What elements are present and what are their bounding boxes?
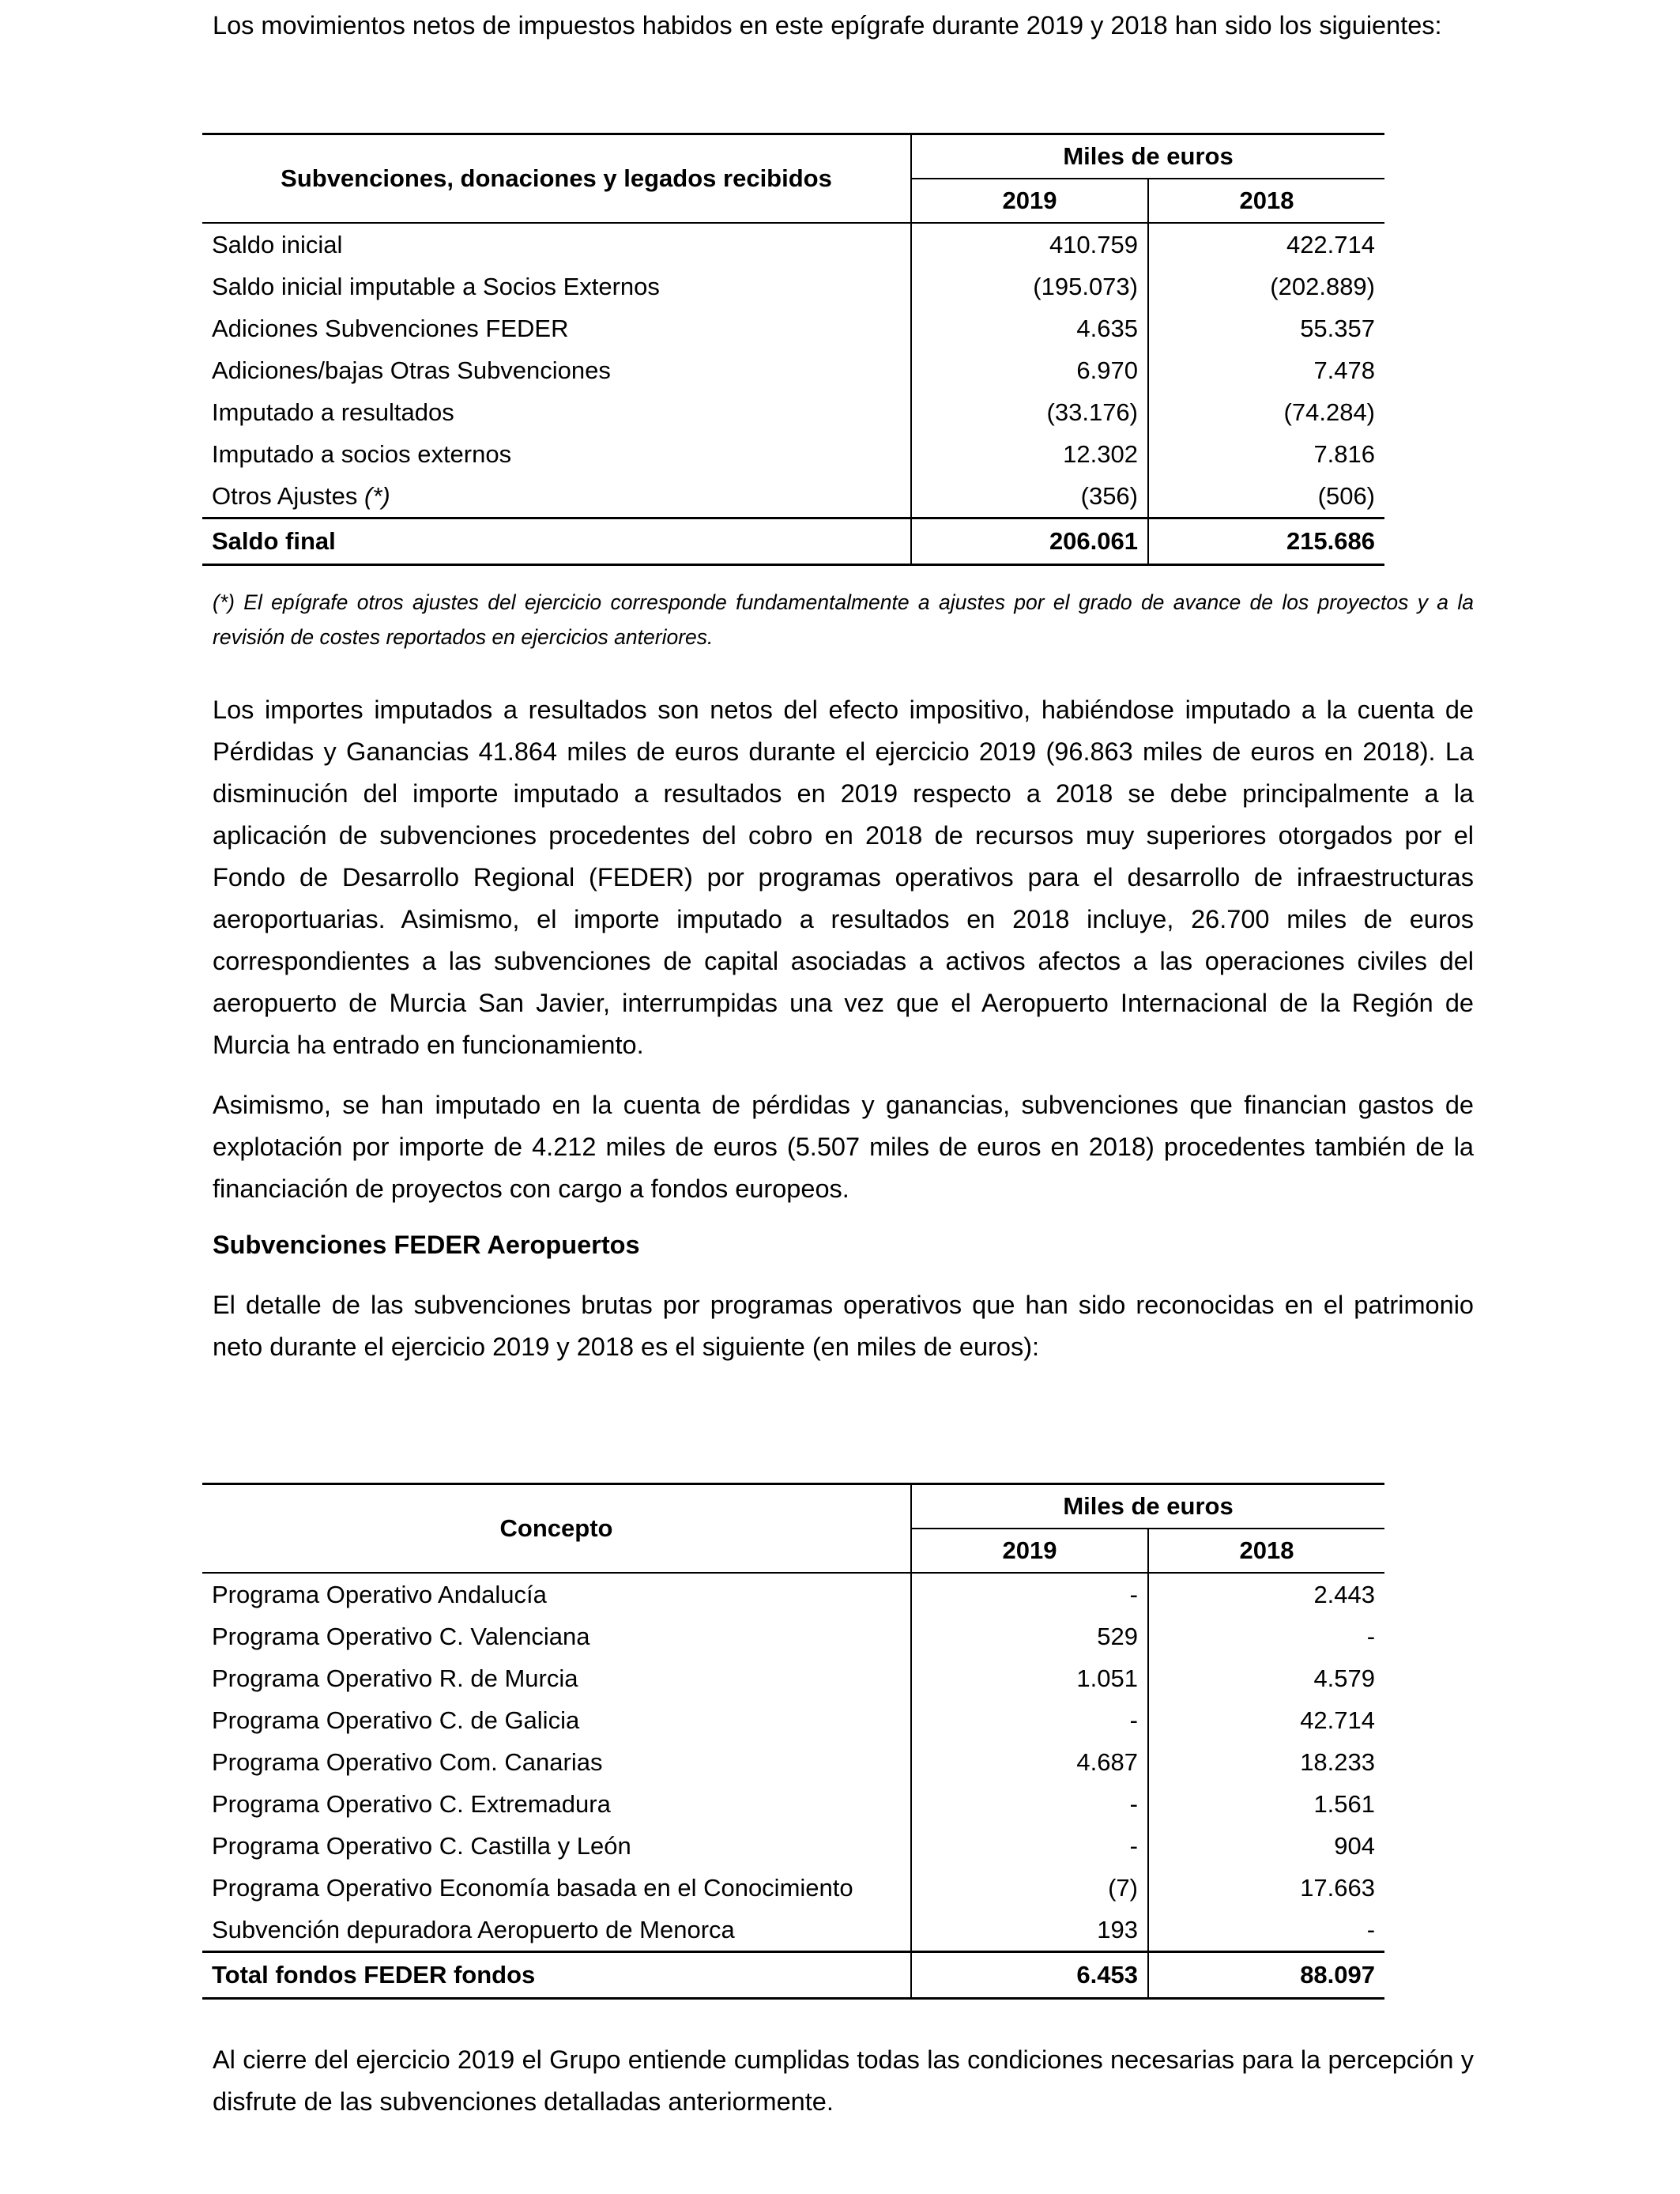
table-row xyxy=(202,475,1384,518)
table-row xyxy=(202,266,1384,307)
row-value-2019: 12.302 xyxy=(911,433,1148,475)
table2-year-2019-header: 2019 xyxy=(911,1529,1148,1573)
row-label: Programa Operativo C. de Galicia xyxy=(212,1706,580,1734)
row-label-text: Otros Ajustes xyxy=(212,481,364,510)
feder-detail-paragraph: El detalle de las subvenciones brutas por programas operativos que han sido reconocidas en el patrimonio neto durante el ejercicio 2019 y 2018 es el siguiente (en miles de euros): xyxy=(213,1291,1474,1361)
operating-subsidies-paragraph: Asimismo, se han imputado en la cuenta de pérdidas y ganancias, subvenciones que financian gastos de explotación por importe de 4.212 miles de euros (5.507 miles de euros en 2018) procedentes también de la financiación de proyectos con cargo a fondos europeos. xyxy=(213,1091,1474,1203)
footnote-marker: (*) xyxy=(363,481,390,510)
row-value-2018: 4.579 xyxy=(1148,1657,1384,1699)
table2-year-2018-header: 2018 xyxy=(1148,1529,1384,1573)
table2-concept-header: Concepto xyxy=(202,1484,911,1574)
row-value-2019: - xyxy=(911,1825,1148,1867)
table-row xyxy=(202,1783,1384,1825)
row-value-2018: - xyxy=(1148,1909,1384,1952)
row-value-2019: 1.051 xyxy=(911,1657,1148,1699)
row-value-2019: 193 xyxy=(911,1909,1148,1952)
table-row xyxy=(202,391,1384,433)
table1-footnote: (*) El epígrafe otros ajustes del ejercicio corresponde fundamentalmente a ajustes por el grado de avance de los proyectos y a la revisión de costes reportados en ejercicios anteriores. xyxy=(213,590,1474,649)
row-label: Programa Operativo C. Castilla y León xyxy=(212,1831,631,1860)
table-row xyxy=(202,1825,1384,1867)
row-value-2019: 529 xyxy=(911,1615,1148,1657)
row-label: Programa Operativo C. Extremadura xyxy=(212,1789,611,1818)
row-value-2019: - xyxy=(911,1573,1148,1615)
row-value-2018: (506) xyxy=(1148,475,1384,518)
row-label: Imputado a resultados xyxy=(212,398,454,426)
row-value-2018: 7.816 xyxy=(1148,433,1384,475)
table-row xyxy=(202,1573,1384,1615)
intro-paragraph: Los movimientos netos de impuestos habidos en este epígrafe durante 2019 y 2018 han sido los siguientes: xyxy=(213,11,1442,40)
row-label: Programa Operativo Com. Canarias xyxy=(212,1747,603,1776)
total-value-2018: 215.686 xyxy=(1148,518,1384,565)
row-value-2018: (202.889) xyxy=(1148,266,1384,307)
total-value-2019: 6.453 xyxy=(911,1952,1148,1999)
row-value-2018: 422.714 xyxy=(1148,223,1384,266)
total-value-2019: 206.061 xyxy=(911,518,1148,565)
row-label: Programa Operativo C. Valenciana xyxy=(212,1622,590,1650)
section-heading: Subvenciones FEDER Aeropuertos xyxy=(213,1231,640,1259)
row-value-2018: 7.478 xyxy=(1148,349,1384,391)
table-row xyxy=(202,1699,1384,1741)
row-value-2019: (33.176) xyxy=(911,391,1148,433)
row-value-2019: 6.970 xyxy=(911,349,1148,391)
table2-group-header: Miles de euros xyxy=(911,1484,1384,1529)
row-label: Imputado a socios externos xyxy=(212,439,512,468)
row-value-2019: 410.759 xyxy=(911,223,1148,266)
row-label: Saldo inicial xyxy=(212,230,343,258)
table-row xyxy=(202,1867,1384,1909)
row-label: Programa Operativo Economía basada en el Conocimiento xyxy=(212,1873,853,1902)
row-value-2018: 18.233 xyxy=(1148,1741,1384,1783)
total-label: Total fondos FEDER fondos xyxy=(202,1952,911,1999)
row-value-2018: 42.714 xyxy=(1148,1699,1384,1741)
table1-year-2018-header: 2018 xyxy=(1148,179,1384,223)
row-value-2018: 17.663 xyxy=(1148,1867,1384,1909)
table1-concept-header: Subvenciones, donaciones y legados recibidos xyxy=(202,134,911,224)
feder-programs-table xyxy=(202,1483,1384,2000)
row-label: Programa Operativo Andalucía xyxy=(212,1580,547,1608)
table-row xyxy=(202,307,1384,349)
row-value-2018: 2.443 xyxy=(1148,1573,1384,1615)
table-row xyxy=(202,1909,1384,1952)
row-value-2018: - xyxy=(1148,1615,1384,1657)
table-row xyxy=(202,349,1384,391)
row-value-2018: 904 xyxy=(1148,1825,1384,1867)
table-row xyxy=(202,1615,1384,1657)
row-value-2019: (7) xyxy=(911,1867,1148,1909)
row-value-2019: 4.687 xyxy=(911,1741,1148,1783)
row-label: Subvención depuradora Aeropuerto de Menorca xyxy=(212,1915,735,1943)
row-value-2018: (74.284) xyxy=(1148,391,1384,433)
subvenciones-movements-table xyxy=(202,133,1384,566)
row-value-2019: 4.635 xyxy=(911,307,1148,349)
row-value-2018: 55.357 xyxy=(1148,307,1384,349)
table-row xyxy=(202,433,1384,475)
table-row xyxy=(202,223,1384,266)
row-value-2019: - xyxy=(911,1699,1148,1741)
row-label: Adiciones Subvenciones FEDER xyxy=(212,314,569,342)
table1-group-header: Miles de euros xyxy=(911,134,1384,179)
total-label: Saldo final xyxy=(202,518,911,565)
table-row xyxy=(202,1741,1384,1783)
row-value-2018: 1.561 xyxy=(1148,1783,1384,1825)
imputed-results-paragraph: Los importes imputados a resultados son netos del efecto impositivo, habiéndose imputado a la cuenta de Pérdidas y Ganancias 41.864 miles de euros durante el ejercicio 2019 (96.863 miles de euros en 2018). La disminución del importe imputado a resultados en 2019 respecto a 2018 se debe principalmente a la aplicación de subvenciones procedentes del cobro en 2018 de recursos muy superiores otorgados por el Fondo de Desarrollo Regional (FEDER) por programas operativos para el desarrollo de infraestructuras aeroportuarias. Asimismo, el importe imputado a resultados en 2018 incluye, 26.700 miles de euros correspondientes a las subvenciones de capital asociadas a activos afectos a las operaciones civiles del aeropuerto de Murcia San Javier, interrumpidas una vez que el Aeropuerto Internacional de la Región de Murcia ha entrado en funcionamiento. xyxy=(213,696,1474,1059)
closing-paragraph: Al cierre del ejercicio 2019 el Grupo entiende cumplidas todas las condiciones necesarias para la percepción y disfrute de las subvenciones detalladas anteriormente. xyxy=(213,2045,1474,2116)
row-label: Saldo inicial imputable a Socios Externos xyxy=(212,272,660,300)
row-label: Adiciones/bajas Otras Subvenciones xyxy=(212,356,611,384)
table1-year-2019-header: 2019 xyxy=(911,179,1148,223)
total-value-2018: 88.097 xyxy=(1148,1952,1384,1999)
row-label xyxy=(202,475,911,518)
row-value-2019: - xyxy=(911,1783,1148,1825)
row-label: Programa Operativo R. de Murcia xyxy=(212,1664,578,1692)
total-row xyxy=(202,1952,1384,1999)
row-value-2019: (356) xyxy=(911,475,1148,518)
total-row xyxy=(202,518,1384,565)
row-value-2019: (195.073) xyxy=(911,266,1148,307)
table-row xyxy=(202,1657,1384,1699)
